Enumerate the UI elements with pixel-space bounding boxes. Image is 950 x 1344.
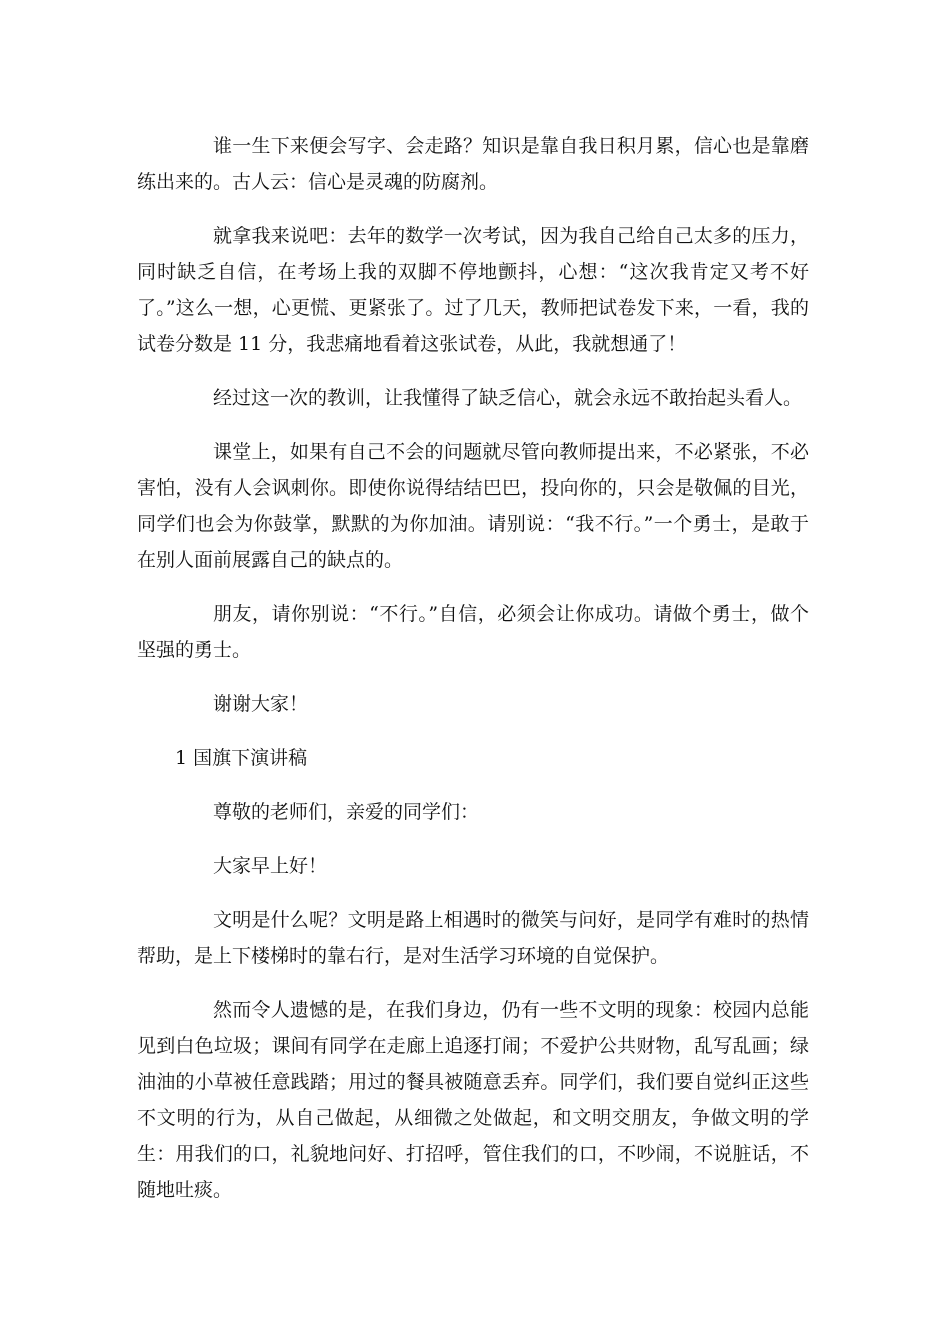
closing-line: 谢谢大家！ <box>213 693 309 715</box>
paragraph: 经过这一次的教训，让我懂得了缺乏信心，就会永远不敢抬起头看人。 <box>213 387 803 409</box>
paragraph: 文明是什么呢？文明是路上相遇时的微笑与问好，是同学有难时的热情帮助，是上下楼梯时的靠右行，是对生活学习环境的自觉保护。 <box>137 909 809 967</box>
paragraph: 然而令人遗憾的是，在我们身边，仍有一些不文明的现象：校园内总能见到白色垃圾；课间有同学在走廊上追逐打闹；不爱护公共财物，乱写乱画；绿油油的小草被任意践踏；用过的餐具被随意丢弃。同学们，我们要自觉纠正这些不文明的行为，从自己做起，从细微之处做起，和文明交朋友，争做文明的学生：用我们的口，礼貌地问好、打招呼，管住我们的口，不吵闹，不说脏话，不随地吐痰。 <box>137 999 809 1201</box>
document-page <box>137 128 809 1226</box>
paragraph: 就拿我来说吧：去年的数学一次考试，因为我自己给自己太多的压力，同时缺乏自信，在考场上我的双脚不停地颤抖，心想：“这次我肯定又考不好了。”这么一想，心更慌、更紧张了。过了几天，教师把试卷发下来，一看，我的试卷分数是 11 分，我悲痛地看着这张试卷，从此，我就想通了！ <box>137 225 809 355</box>
salutation: 尊敬的老师们，亲爱的同学们： <box>213 801 480 823</box>
greeting: 大家早上好！ <box>213 855 328 877</box>
paragraph: 课堂上，如果有自己不会的问题就尽管向教师提出来，不必紧张，不必害怕，没有人会讽刺你。即使你说得结结巴巴，投向你的，只会是敬佩的目光，同学们也会为你鼓掌，默默的为你加油。请别说：“我不行。”一个勇士，是敢于在别人面前展露自己的缺点的。 <box>137 441 809 571</box>
paragraph: 朋友，请你别说：“不行。”自信，必须会让你成功。请做个勇士，做个坚强的勇士。 <box>137 603 809 661</box>
paragraph: 谁一生下来便会写字、会走路？知识是靠自我日积月累，信心也是靠磨练出来的。古人云：信心是灵魂的防腐剂。 <box>137 135 809 193</box>
section-heading: 1 国旗下演讲稿 <box>175 747 308 769</box>
